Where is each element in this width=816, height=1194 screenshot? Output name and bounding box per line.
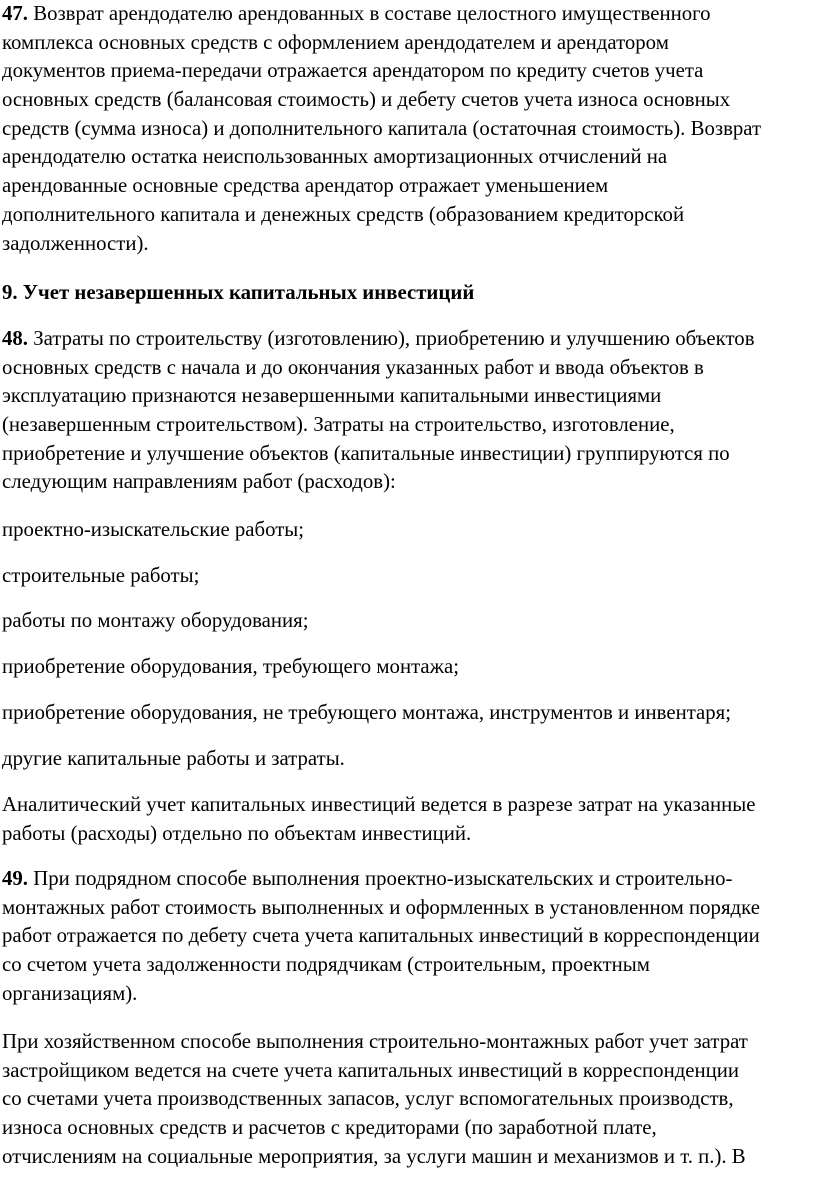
paragraph-line: Аналитический учет капитальных инвестиций ведется в разрезе затрат на указанные	[2, 793, 756, 816]
paragraph-line: комплекса основных средств с оформлением арендодателем и арендатором	[2, 30, 669, 54]
paragraph-line: организациям).	[2, 981, 138, 1005]
list-item: приобретение оборудования, требующего монтажа;	[2, 655, 460, 678]
paragraph-line: эксплуатацию признаются незавершенными капитальными инвестициями	[2, 384, 662, 408]
paragraph-line: отчислениям на социальные мероприятия, за услуги машин и механизмов и т. п.). В	[2, 1144, 746, 1168]
list-item: строительные работы;	[2, 564, 200, 587]
paragraph-number: 48.	[2, 327, 28, 350]
paragraph-line: износа основных средств и расчетов с кредиторами (по заработной плате,	[2, 1116, 657, 1140]
paragraph-line: задолженности).	[2, 231, 149, 255]
paragraph-line: со счетами учета производственных запасов, услуг вспомогательных производств,	[2, 1087, 734, 1111]
paragraph-line: документов приема-передачи отражается арендатором по кредиту счетов учета	[2, 59, 704, 83]
paragraph-line: 49. При подрядном способе выполнения проектно-изыскательских и строительно-	[2, 867, 733, 890]
paragraph-analytic	[2, 791, 814, 848]
paragraph-line: При хозяйственном способе выполнения строительно-монтажных работ учет затрат	[2, 1030, 748, 1053]
paragraph-line: застройщиком ведется на счете учета капитальных инвестиций в корреспонденции	[2, 1058, 740, 1082]
section-heading: 9. Учет незавершенных капитальных инвестиций	[2, 281, 475, 304]
paragraph-number: 49.	[2, 867, 28, 890]
paragraph-line: 47. Возврат арендодателю арендованных в составе целостного имущественного	[2, 2, 711, 25]
paragraph-line: 48. Затраты по строительству (изготовлению), приобретению и улучшению объектов	[2, 327, 755, 350]
paragraph-line: арендодателю остатка неиспользованных амортизационных отчислений на	[2, 145, 668, 169]
paragraph-line: работ отражается по дебету счета учета капитальных инвестиций в корреспонденции	[2, 924, 760, 948]
paragraph-economic-method	[2, 1028, 814, 1171]
paragraph-line: основных средств (балансовая стоимость) и дебету счетов учета износа основных	[2, 88, 731, 112]
list-item: другие капитальные работы и затраты.	[2, 747, 345, 770]
paragraph-49	[2, 865, 814, 1008]
paragraph-line: арендованные основные средства арендатор отражает уменьшением	[2, 174, 609, 198]
paragraph-line: приобретение и улучшение объектов (капитальные инвестиции) группируются по	[2, 441, 730, 465]
list-item: работы по монтажу оборудования;	[2, 609, 309, 632]
paragraph-47	[2, 0, 814, 258]
list-item: приобретение оборудования, не требующего монтажа, инструментов и инвентаря;	[2, 701, 732, 724]
paragraph-line: со счетом учета задолженности подрядчикам (строительным, проектным	[2, 953, 650, 977]
list-item: проектно-изыскательские работы;	[2, 518, 305, 541]
paragraph-number: 47.	[2, 2, 28, 25]
paragraph-line: дополнительного капитала и денежных средств (образованием кредиторской	[2, 202, 685, 226]
paragraph-line: основных средств с начала и до окончания указанных работ и ввода объектов в	[2, 355, 704, 379]
paragraph-line: работы (расходы) отдельно по объектам инвестиций.	[2, 821, 472, 845]
paragraph-line: средств (сумма износа) и дополнительного капитала (остаточная стоимость). Возврат	[2, 116, 762, 140]
paragraph-48	[2, 325, 814, 497]
paragraph-line: (незавершенным строительством). Затраты на строительство, изготовление,	[2, 413, 675, 437]
paragraph-line: следующим направлениям работ (расходов):	[2, 470, 396, 494]
paragraph-line: монтажных работ стоимость выполненных и оформленных в установленном порядке	[2, 895, 760, 919]
